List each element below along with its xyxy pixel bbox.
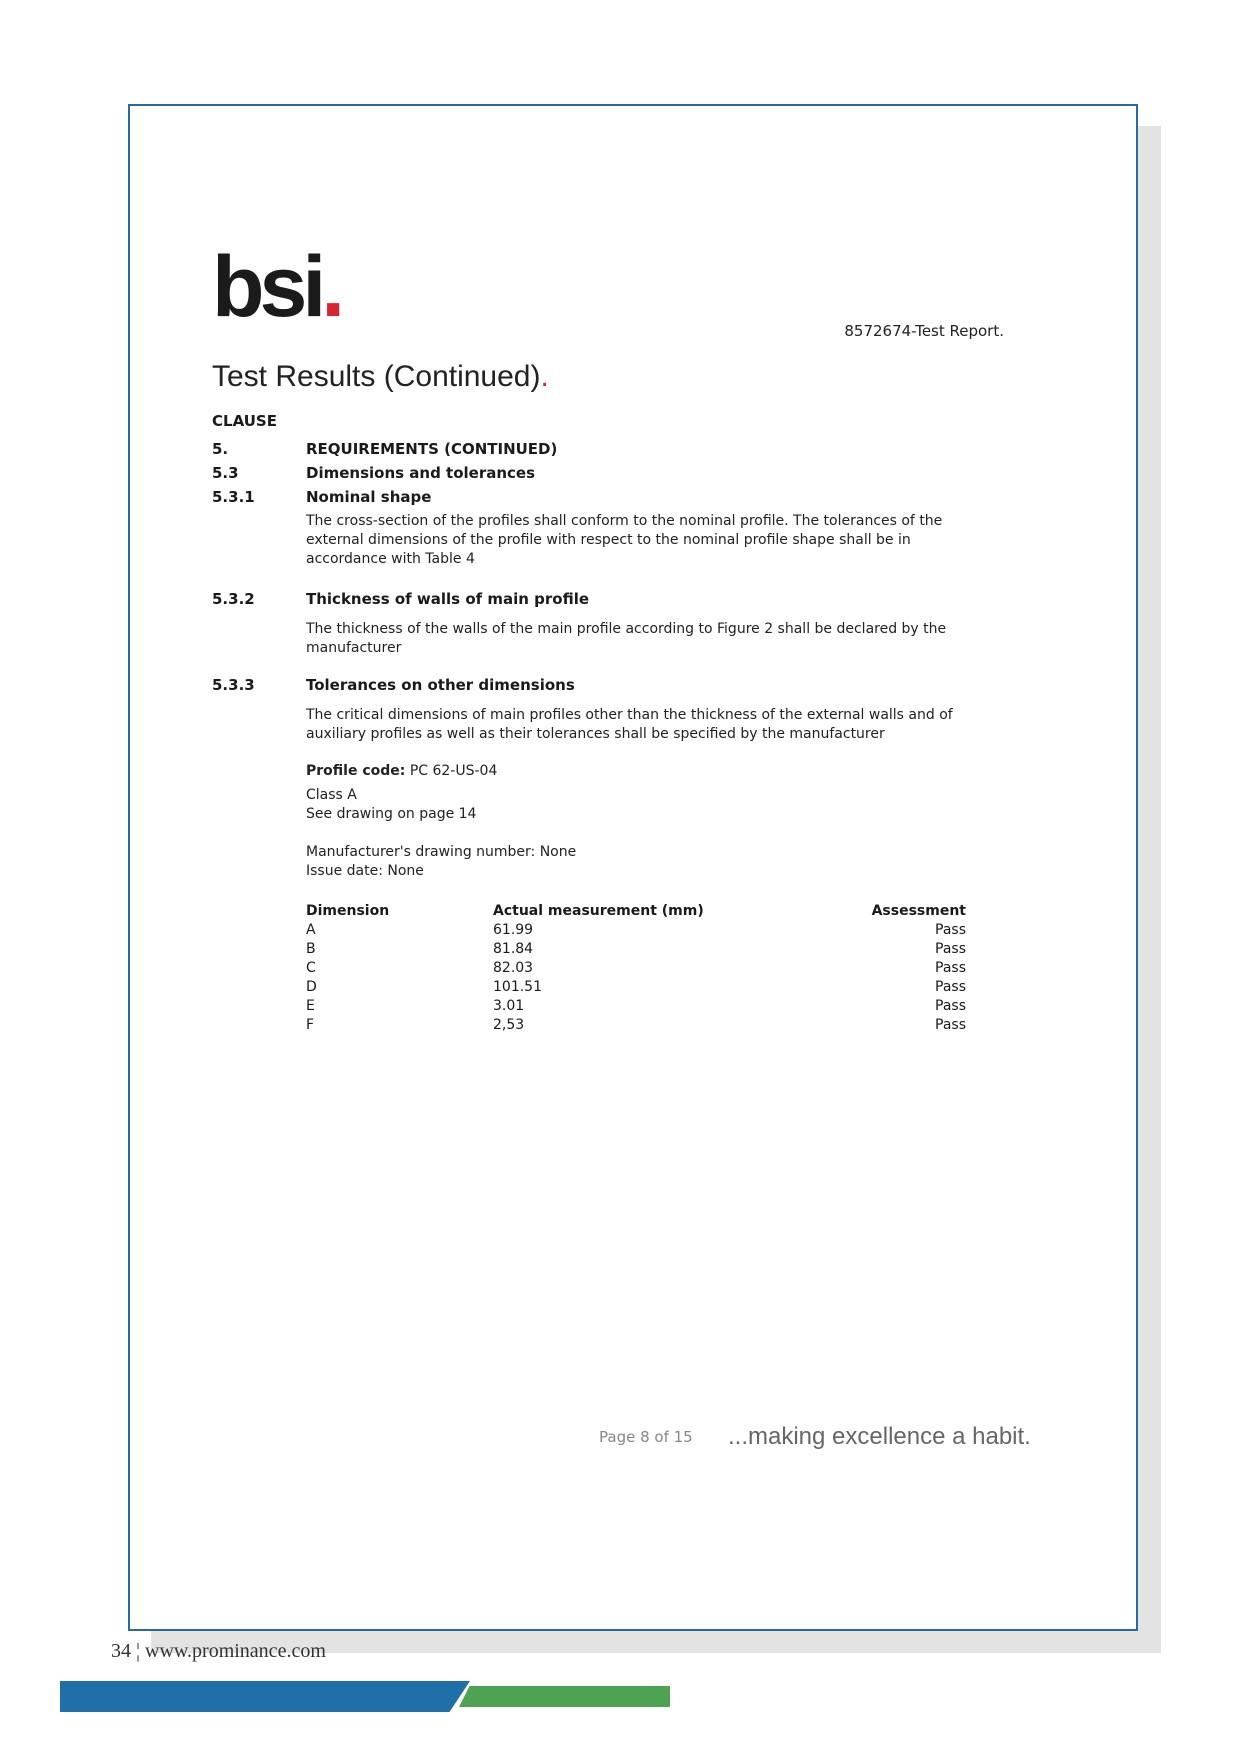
- section-number: 5.: [212, 440, 229, 458]
- footer-green-bar: [459, 1686, 670, 1707]
- table-row: [306, 997, 966, 1016]
- dimension-cell: D: [306, 979, 317, 995]
- section-heading: REQUIREMENTS (CONTINUED): [306, 440, 558, 458]
- assessment-cell: Pass: [935, 960, 966, 976]
- section-number: 5.3: [212, 464, 239, 482]
- assessment-cell: Pass: [935, 922, 966, 938]
- page-title: Test Results (Continued).: [212, 360, 549, 393]
- section-paragraph: The thickness of the walls of the main profile according to Figure 2 shall be declared by the manufacturer: [306, 621, 947, 656]
- column-header: Assessment: [871, 903, 966, 919]
- table-row: [306, 921, 966, 940]
- measurement-cell: 82.03: [493, 960, 534, 976]
- assessment-cell: Pass: [935, 998, 966, 1014]
- measurement-cell: 3.01: [493, 998, 525, 1014]
- measurement-cell: 2,53: [493, 1017, 525, 1033]
- issue-date: Issue date: None: [306, 863, 424, 879]
- footer-page-and-url: 34 ¦ www.prominance.com: [111, 1640, 326, 1662]
- bsi-logo: bsi.: [212, 239, 346, 335]
- section-heading: Dimensions and tolerances: [306, 464, 536, 482]
- section-number: 5.3.3: [212, 676, 255, 694]
- measurement-cell: 61.99: [493, 922, 534, 938]
- table-row: [306, 1016, 966, 1035]
- report-reference: 8572674-Test Report.: [844, 322, 1004, 340]
- section-number: 5.3.2: [212, 590, 255, 608]
- column-header: Actual measurement (mm): [493, 903, 704, 919]
- clause-header: CLAUSE: [212, 412, 277, 430]
- measurement-cell: 101.51: [493, 979, 542, 995]
- assessment-cell: Pass: [935, 941, 966, 957]
- section-heading: Tolerances on other dimensions: [306, 676, 575, 694]
- measurement-cell: 81.84: [493, 941, 534, 957]
- profile-class: Class A: [306, 787, 357, 803]
- section-paragraph: The critical dimensions of main profiles other than the thickness of the external walls and of auxiliary profiles as well as their tolerances shall be specified by the manufacturer: [306, 707, 953, 742]
- footer-blue-bar: [60, 1681, 470, 1712]
- table-row: [306, 959, 966, 978]
- drawing-number: Manufacturer's drawing number: None: [306, 844, 577, 860]
- dimension-cell: E: [306, 998, 315, 1014]
- dimension-cell: F: [306, 1017, 315, 1033]
- table-row: [306, 940, 966, 959]
- profile-code: Profile code: PC 62-US-04: [306, 763, 498, 779]
- section-heading: Nominal shape: [306, 488, 432, 506]
- column-header: Dimension: [306, 903, 390, 919]
- assessment-cell: Pass: [935, 979, 966, 995]
- section-number: 5.3.1: [212, 488, 255, 506]
- drawing-reference: See drawing on page 14: [306, 806, 477, 822]
- section-paragraph: The cross-section of the profiles shall conform to the nominal profile. The tolerances of the external dimensions of the profile with respect to the nominal profile shape shall be in accordance with Table 4: [306, 513, 943, 567]
- dimension-table: [306, 902, 966, 1035]
- report-page: [128, 104, 1138, 1631]
- dimension-cell: C: [306, 960, 316, 976]
- table-header-row: [306, 902, 966, 921]
- tagline: ...making excellence a habit.: [728, 1423, 1031, 1450]
- dimension-cell: A: [306, 922, 316, 938]
- page-number: Page 8 of 15: [599, 1428, 693, 1446]
- assessment-cell: Pass: [935, 1017, 966, 1033]
- section-heading: Thickness of walls of main profile: [306, 590, 590, 608]
- table-row: [306, 978, 966, 997]
- dimension-cell: B: [306, 941, 316, 957]
